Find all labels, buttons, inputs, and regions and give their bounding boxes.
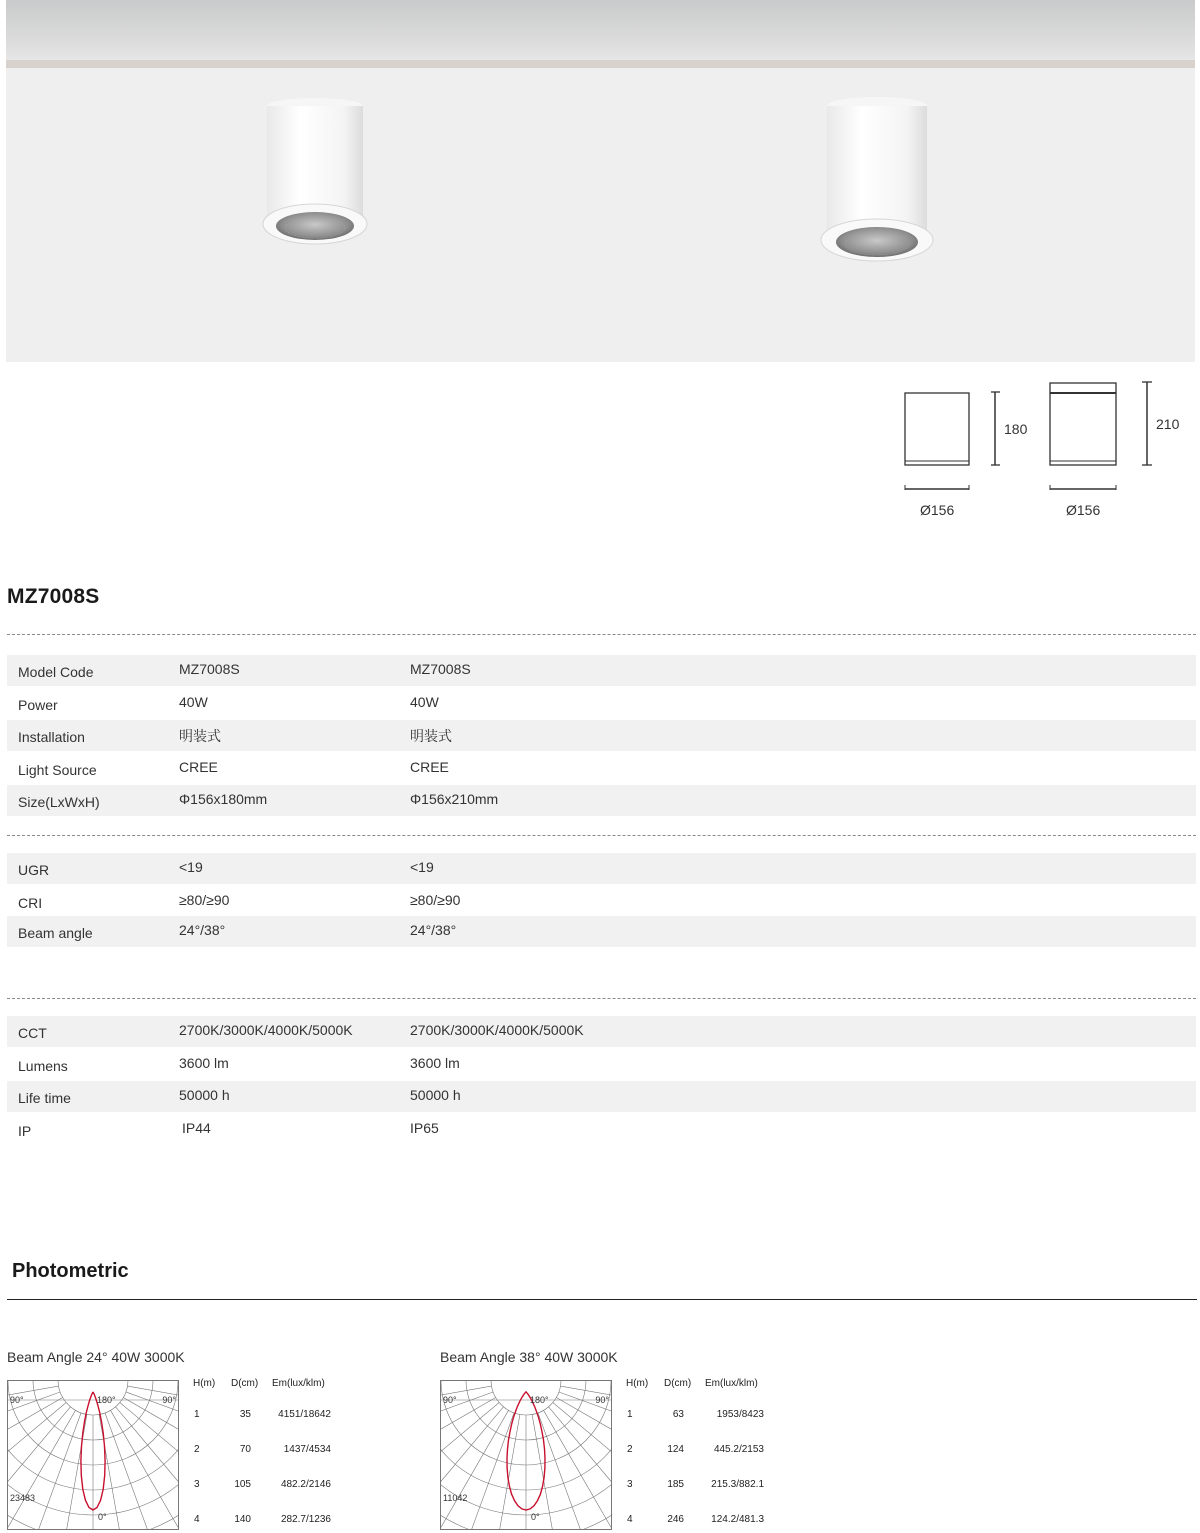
spec-row-light-source: Light Source CREE CREE <box>18 759 449 778</box>
photometric-header: Em(lux/klm) <box>272 1378 325 1389</box>
photometric-cell: 140 <box>234 1514 251 1525</box>
photometric-cell: 63 <box>672 1409 684 1420</box>
dimension-diameter-left: Ø156 <box>920 502 955 518</box>
photometric-cell: 445.2/2153 <box>713 1444 764 1455</box>
spec-row-lumens: Lumens 3600 lm 3600 lm <box>18 1055 460 1074</box>
downlight-210-image <box>814 92 940 270</box>
spec-row-model-code: Model Code MZ7008S MZ7008S <box>7 655 1196 686</box>
photometric-cell: 1437/4534 <box>283 1444 331 1455</box>
photometric-cell: 185 <box>667 1479 684 1490</box>
downlight-180-image <box>254 92 376 252</box>
photometric-cell: 4 <box>194 1514 200 1525</box>
polar-grid <box>440 1380 612 1530</box>
spec-row-beam-angle: Beam angle 24°/38° 24°/38° <box>7 916 1196 947</box>
photometric-cell: 482.2/2146 <box>280 1479 331 1490</box>
photometric-header: D(cm) <box>664 1378 692 1389</box>
spec-row-power: Power 40W 40W <box>18 694 439 713</box>
product-photo <box>6 0 1195 362</box>
photometric-cell: 1 <box>627 1409 633 1420</box>
spec-row-cri: CRI ≥80/≥90 ≥80/≥90 <box>18 892 461 911</box>
spec-row-size: Size(LxWxH) Φ156x180mm Φ156x210mm <box>7 785 1196 816</box>
dashed-divider <box>7 634 1196 635</box>
beam-title-38: Beam Angle 38° 40W 3000K <box>440 1349 618 1365</box>
angle-label-right: 90° <box>595 1395 609 1405</box>
polar-grid <box>7 1380 179 1530</box>
angle-label-left: 90° <box>10 1395 24 1405</box>
peak-intensity-label: 11042 <box>443 1493 468 1503</box>
peak-intensity-label: 23483 <box>10 1493 36 1503</box>
photometric-header: H(m) <box>626 1378 649 1389</box>
polar-diagram-38 <box>440 1380 612 1530</box>
photometric-cell: 1 <box>194 1409 200 1420</box>
dimension-line-210 <box>1141 380 1153 468</box>
photometric-title: Photometric <box>12 1260 129 1282</box>
angle-label-left: 90° <box>443 1395 457 1405</box>
angle-label-bottom: 0° <box>98 1512 107 1522</box>
angle-label-top: 180° <box>97 1395 116 1405</box>
photometric-cell: 3 <box>194 1479 200 1490</box>
spec-row-ugr: UGR <19 <19 <box>7 853 1196 884</box>
angle-label-right: 90° <box>162 1395 176 1405</box>
photometric-header: D(cm) <box>231 1378 259 1389</box>
dashed-divider <box>7 835 1196 836</box>
section-divider <box>7 1299 1197 1300</box>
dimension-drawing-210 <box>1041 378 1125 494</box>
polar-diagram-24 <box>7 1380 179 1530</box>
photometric-cell: 3 <box>627 1479 633 1490</box>
photometric-cell: 2 <box>627 1444 633 1455</box>
photometric-cell: 215.3/882.1 <box>711 1479 764 1490</box>
dimension-drawing-180 <box>895 380 985 490</box>
spec-row-life-time: Life time 50000 h 50000 h <box>7 1081 1196 1112</box>
photometric-cell: 1953/8423 <box>716 1409 764 1420</box>
photometric-cell: 246 <box>667 1514 684 1525</box>
photometric-cell: 35 <box>239 1409 251 1420</box>
photometric-cell: 2 <box>194 1444 200 1455</box>
dimension-height-210: 210 <box>1156 416 1180 432</box>
angle-label-bottom: 0° <box>531 1512 540 1522</box>
photometric-header: Em(lux/klm) <box>705 1378 758 1389</box>
photometric-cell: 124.2/481.3 <box>711 1514 764 1525</box>
photometric-cell: 105 <box>234 1479 251 1490</box>
photometric-cell: 4151/18642 <box>278 1409 331 1420</box>
beam-title-24: Beam Angle 24° 40W 3000K <box>7 1349 185 1365</box>
photometric-cell: 124 <box>667 1444 684 1455</box>
dashed-divider <box>7 998 1196 999</box>
photometric-cell: 70 <box>239 1444 251 1455</box>
dimension-diameter-right: Ø156 <box>1066 502 1101 518</box>
angle-label-top: 180° <box>530 1395 549 1405</box>
ceiling <box>6 0 1195 60</box>
spec-row-cct: CCT 2700K/3000K/4000K/5000K 2700K/3000K/4000K/5000K <box>7 1016 1196 1047</box>
photometric-cell: 4 <box>627 1514 633 1525</box>
dimension-line-180 <box>990 390 1002 468</box>
spec-row-installation: Installation 明装式 明装式 <box>7 720 1196 751</box>
dimension-height-180: 180 <box>1004 421 1028 437</box>
spec-row-ip: IP IP44 IP65 <box>18 1120 439 1139</box>
model-title: MZ7008S <box>7 585 100 608</box>
photometric-cell: 282.7/1236 <box>280 1514 331 1525</box>
photometric-header: H(m) <box>193 1378 216 1389</box>
ceiling-rail <box>6 60 1195 68</box>
